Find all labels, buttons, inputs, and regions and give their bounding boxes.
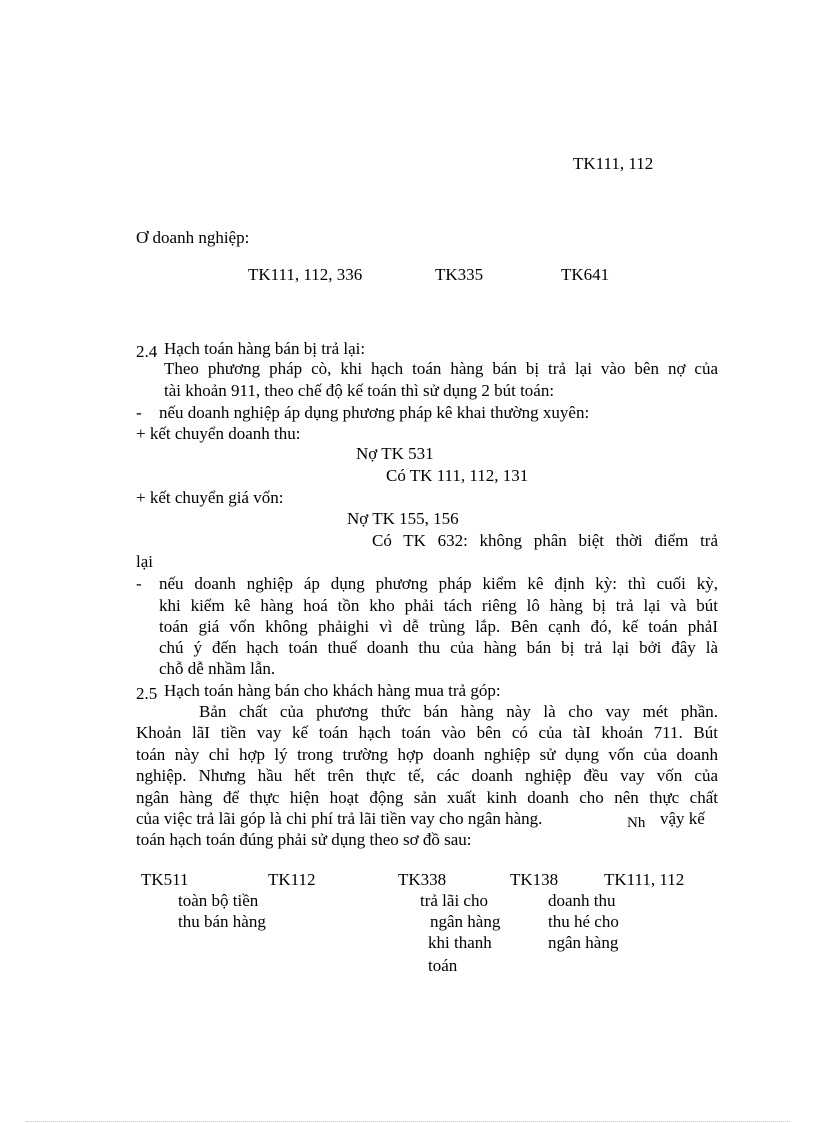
paragraph-line: lại [136, 552, 153, 571]
diagram-label: doanh thu [548, 891, 616, 910]
journal-entry-credit: Có TK 111, 112, 131 [386, 466, 529, 485]
bullet-dash: - [136, 574, 142, 593]
paragraph-line: Theo phương pháp cò, khi hạch toán hàng bán bị trả lại vào bên nợ của [164, 359, 718, 378]
section-number-2-5: 2.5 [136, 684, 158, 703]
diagram-account-tk511: TK511 [141, 870, 189, 889]
diagram-label: thu hé cho [548, 912, 619, 931]
diagram-account-tk111-112: TK111, 112 [604, 870, 685, 889]
plus-item: + kết chuyển giá vốn: [136, 488, 284, 507]
bullet-item: chỗ dễ nhầm lẫn. [159, 659, 276, 678]
diagram-label: khi thanh [428, 933, 492, 952]
diagram-account-tk111-112-336: TK111, 112, 336 [248, 265, 363, 284]
plus-item: + kết chuyển doanh thu: [136, 424, 301, 443]
diagram-label: thu bán hàng [178, 912, 266, 931]
diagram-account-tk338: TK338 [398, 870, 447, 889]
paragraph-fragment: Nh [627, 815, 646, 831]
paragraph-line: nghiệp. Nhưng hầu hết trên thực tế, các doanh nghiệp đều vay vốn của [136, 766, 718, 785]
diagram-label: ngân hàng [548, 933, 619, 952]
page-bottom-border [26, 1121, 790, 1122]
diagram-account-tk138: TK138 [510, 870, 559, 889]
paragraph-line: tài khoản 911, theo chế độ kế toán thì sử dụng 2 bút toán: [164, 381, 555, 400]
diagram-label: toán [428, 956, 458, 975]
bullet-item: nếu doanh nghiệp áp dụng phương pháp kiểm kê định kỳ: thì cuối kỳ, [159, 574, 718, 593]
bullet-item: toán giá vốn không phảighi vì dễ trùng lắp. Bên cạnh đó, kế toán phảI [159, 617, 718, 636]
diagram-label: toàn bộ tiền [178, 891, 259, 910]
paragraph-line: Khoản lãI tiền vay kế toán hạch toán vào bên có của tàI khoản 711. Bút [136, 723, 718, 742]
paragraph-line-end: vậy kế [660, 809, 705, 828]
paragraph-line: toán này chỉ hợp lý trong trường hợp doanh nghiệp sử dụng vốn của doanh [136, 745, 718, 764]
paragraph-line: của việc trả lãi góp là chi phí trả lãi tiền vay cho ngân hàng. [136, 809, 543, 828]
journal-entry-credit: Có TK 632: không phân biệt thời điểm trả [372, 531, 718, 550]
diagram-account-tk111-112: TK111, 112 [573, 154, 654, 173]
bullet-item: khi kiểm kê hàng hoá tồn kho phải tách riêng lô hàng bị trả lại và bút [159, 596, 718, 615]
diagram-account-tk112: TK112 [268, 870, 316, 889]
bullet-dash: - [136, 403, 142, 422]
section-title-2-5: Hạch toán hàng bán cho khách hàng mua trả góp: [164, 681, 501, 700]
paragraph-line: toán hạch toán đúng phải sử dụng theo sơ đồ sau: [136, 830, 472, 849]
diagram-label: ngân hàng [430, 912, 501, 931]
diagram-account-tk335: TK335 [435, 265, 484, 284]
paragraph-line: Bản chất của phương thức bán hàng này là cho vay mét phần. [199, 702, 718, 721]
section-number-2-4: 2.4 [136, 342, 158, 361]
journal-entry-debit: Nợ TK 155, 156 [347, 509, 459, 528]
bullet-item: nếu doanh nghiệp áp dụng phương pháp kê khai thường xuyên: [159, 403, 590, 422]
diagram-label: trả lãi cho [420, 891, 488, 910]
paragraph-line: ngân hàng để thực hiện hoạt động sản xuất kinh doanh cho nên thực chất [136, 788, 718, 807]
diagram-account-tk641: TK641 [561, 265, 610, 284]
section-heading-doanh-nghiep: Ơ doanh nghiệp: [136, 228, 250, 247]
journal-entry-debit: Nợ TK 531 [356, 444, 434, 463]
section-title-2-4: Hạch toán hàng bán bị trả lại: [164, 339, 366, 358]
bullet-item: chú ý đến hạch toán thuế doanh thu của hàng bán bị trả lại bởi đây là [159, 638, 718, 657]
